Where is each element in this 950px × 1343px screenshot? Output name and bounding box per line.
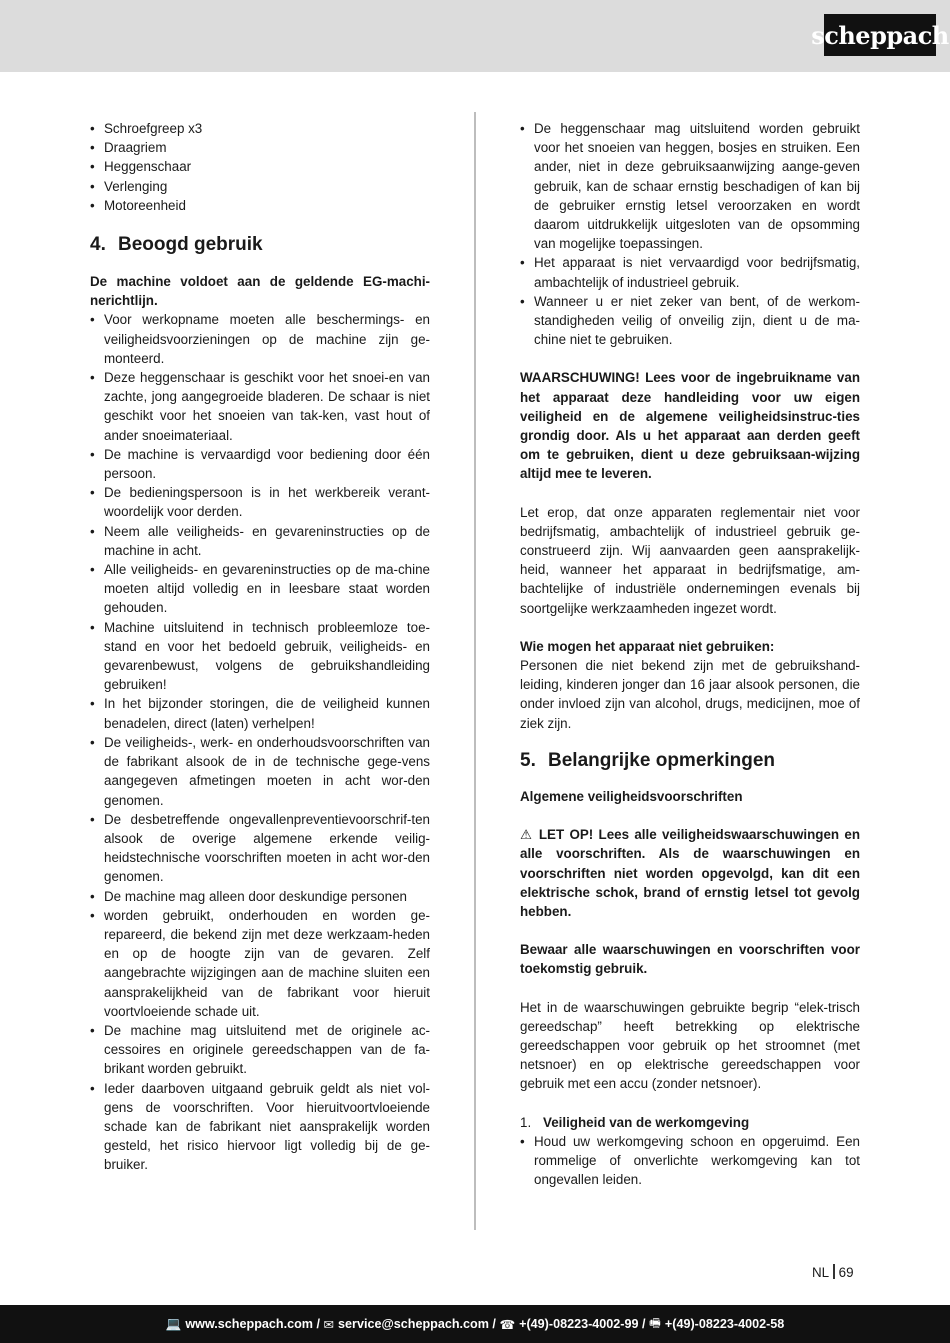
column-divider: [474, 112, 476, 1230]
list-item: • Neem alle veiligheids- en gevareninstructies op de machine in acht.: [90, 522, 430, 560]
fax-icon: 🖷: [649, 1315, 661, 1330]
list-item: • Verlenging: [90, 177, 430, 196]
list-item: • Deze heggenschaar is geschikt voor het snoei-en van zachte, jong aangegroeide bladeren. De schaar is niet geschikt voor het snoeien van tak-ken, vast hout of ander snoeimateriaal.: [90, 368, 430, 445]
footer-email[interactable]: service@scheppach.com: [338, 1317, 489, 1331]
envelope-icon: ✉: [323, 1317, 335, 1332]
list-item: • De machine is vervaardigd voor bediening door één persoon.: [90, 445, 430, 483]
workplace-safety-list: [520, 1132, 860, 1190]
list-item: • Motoreenheid: [90, 196, 430, 215]
list-item: • Draagriem: [90, 138, 430, 157]
list-item: • De machine mag alleen door deskundige personen: [90, 887, 430, 906]
language-code: NL: [812, 1265, 830, 1280]
list-item: • Het apparaat is niet vervaardigd voor bedrijfsmatig, ambachtelijk of industrieel gebruik.: [520, 253, 860, 291]
footer-separator: /: [312, 1317, 324, 1331]
footer-phone[interactable]: +(49)-08223-4002-99: [519, 1317, 639, 1331]
intro-statement: De machine voldoet aan de geldende EG-machi-nerichtlijn.: [90, 274, 430, 309]
left-column: [90, 119, 430, 1175]
section-number: 4.: [90, 234, 106, 256]
list-item: • Voor werkopname moeten alle beschermings- en veiligheidsvoorzieningen op de machine zijn ge-monteerd.: [90, 310, 430, 368]
section-title: Beoogd gebruik: [118, 234, 263, 256]
subsection-heading-1: [520, 1113, 860, 1132]
section-title: Belangrijke opmerkingen: [548, 749, 776, 771]
footer-separator: /: [638, 1317, 650, 1331]
list-item: • Schroefgreep x3: [90, 119, 430, 138]
computer-icon: 💻: [165, 1316, 182, 1331]
caution-paragraph: ⚠ LET OP! Lees alle veiligheidswaarschuwingen en alle voorschriften. Als de waarschuwingen en voorschriften niet worden opgevolgd, kan dit een elektrische schok, brand of ernstig letsel tot gevolg hebben.: [520, 827, 860, 919]
page-index: 69: [838, 1265, 854, 1280]
safety-subtitle: Algemene veiligheidsvoorschriften: [520, 788, 743, 804]
list-item: • De machine mag uitsluitend met de originele ac-cessoires en originele gereedschappen van de fa-brikant worden gebruikt.: [90, 1021, 430, 1079]
list-item: • Wanneer u er niet zeker van bent, of de werkom-standigheden veilig of onveilig zijn, dient u de ma-chine niet te gebruiken.: [520, 292, 860, 350]
list-item: • Houd uw werkomgeving schoon en opgeruimd. Een rommelige of onverlichte werkomgeving kan tot ongevallen leiden.: [520, 1132, 860, 1190]
list-item: • Heggenschaar: [90, 157, 430, 176]
page-number: [812, 1264, 854, 1282]
restricted-users-title: Wie mogen het apparaat niet gebruiken:: [520, 638, 775, 654]
brand-logo: scheppach: [824, 14, 936, 56]
usage-note: Let erop, dat onze apparaten reglementair niet voor bedrijfsmatig, ambachtelijk of industrieel gebruik ge-construeerd zijn. Wij aanvaarden geen aansprakelijk-heid, wanneer het apparaat in bedrijfsmatige, am-bachtelijke of industriële ondernemingen evenals bij soortgelijke werkzaamheden ingezet wordt.: [520, 504, 860, 616]
list-item: • De desbetreffende ongevallenpreventievoorschrif-ten alsook de overige algemene erkende veilig-heidstechnische voorschriften moeten in acht wor-den genomen.: [90, 810, 430, 887]
footer-fax: +(49)-08223-4002-58: [664, 1317, 785, 1331]
list-item: • Machine uitsluitend in technisch probleemloze toe-stand en voor het bedoeld gebruik, veiligheids- en gevarenbewust, volgens de gebruikshandleiding gebruiken!: [90, 618, 430, 695]
subsection-number: 1.: [520, 1114, 532, 1130]
parts-list: [90, 119, 430, 215]
section-heading-4: [90, 233, 430, 257]
restricted-users-text: Personen die niet bekend zijn met de gebruikshand-leiding, kinderen jonger dan 16 jaar alsook personen, die onder invloed zijn van alcohol, drugs, medicijnen, moe of ziek zijn.: [520, 658, 860, 731]
list-item: • In het bijzonder storingen, die de veiligheid kunnen benadelen, direct (laten) verhelpen!: [90, 694, 430, 732]
footer-separator: /: [488, 1317, 500, 1331]
usage-list: [90, 310, 430, 1174]
list-item: • De heggenschaar mag uitsluitend worden gebruikt voor het snoeien van heggen, bosjes en struiken. Een ander, niet in deze gebruiksaanwijzing aange-geven gebruik, kan de schaar ernstig beschadigen of kan bij de gebruiker ernstig letsel veroorzaken en wordt daarom uitdrukkelijk uitgesloten van de opsomming van mogelijke toepassingen.: [520, 119, 860, 253]
right-column: [520, 119, 860, 1189]
list-item: • De veiligheids-, werk- en onderhoudsvoorschriften van de fabrikant alsook de in de technische gege-vens aangegeven afmetingen moeten in acht wor-den genomen.: [90, 733, 430, 810]
list-item: • worden gebruikt, onderhouden en worden ge-repareerd, die bekend zijn met deze werkzaam-heden en op de hoogte zijn van de gevaren. Zelf aangebrachte wijzigingen aan de machine sluiten een aansprakelijkheid van de fabrikant voor hieruit voortvloeiende schade uit.: [90, 906, 430, 1021]
list-item: • Ieder daarboven uitgaand gebruik geldt als niet vol-gens de voorschriften. Voor hieruitvoortvloeiende schade kan de fabrikant niet aansprakelijk worden gesteld, het risico hiervoor ligt volledig bij de ge-bruiker.: [90, 1079, 430, 1175]
warning-paragraph: WAARSCHUWING! Lees voor de ingebruikname van het apparaat deze handleiding voor uw eigen veiligheid en de algemene veiligheidsinstruc-ties grondig door. Als u het apparaat aan derden geeft om te gebruiken, dient u deze gebruiksaan-wijzing altijd mee te leveren.: [520, 370, 860, 482]
list-item: • Alle veiligheids- en gevareninstructies op de ma-chine moeten altijd volledig en in leesbare staat worden gehouden.: [90, 560, 430, 618]
header-bar: [0, 0, 950, 72]
list-item: • De bedieningspersoon is in het werkbereik verant-woordelijk voor derden.: [90, 483, 430, 521]
subsection-title: Veiligheid van de werkomgeving: [543, 1114, 750, 1130]
definition-paragraph: Het in de waarschuwingen gebruikte begrip “elek-trisch gereedschap” heeft betrekking op elektrische gereedschappen voor gebruik op het stroomnet (met netsnoer) en op elektrische gereedschappen voor gebruik met een accu (zonder netsnoer).: [520, 999, 860, 1092]
footer-website[interactable]: www.scheppach.com: [185, 1317, 313, 1331]
telephone-icon: ☎: [499, 1317, 516, 1332]
section-number: 5.: [520, 749, 536, 771]
keep-instructions: Bewaar alle waarschuwingen en voorschriften voor toekomstig gebruik.: [520, 942, 860, 977]
section-heading-5: [520, 749, 860, 773]
footer-contact-bar: [0, 1305, 950, 1343]
page-number-separator: [833, 1264, 835, 1279]
usage-list-continued: [520, 119, 860, 349]
